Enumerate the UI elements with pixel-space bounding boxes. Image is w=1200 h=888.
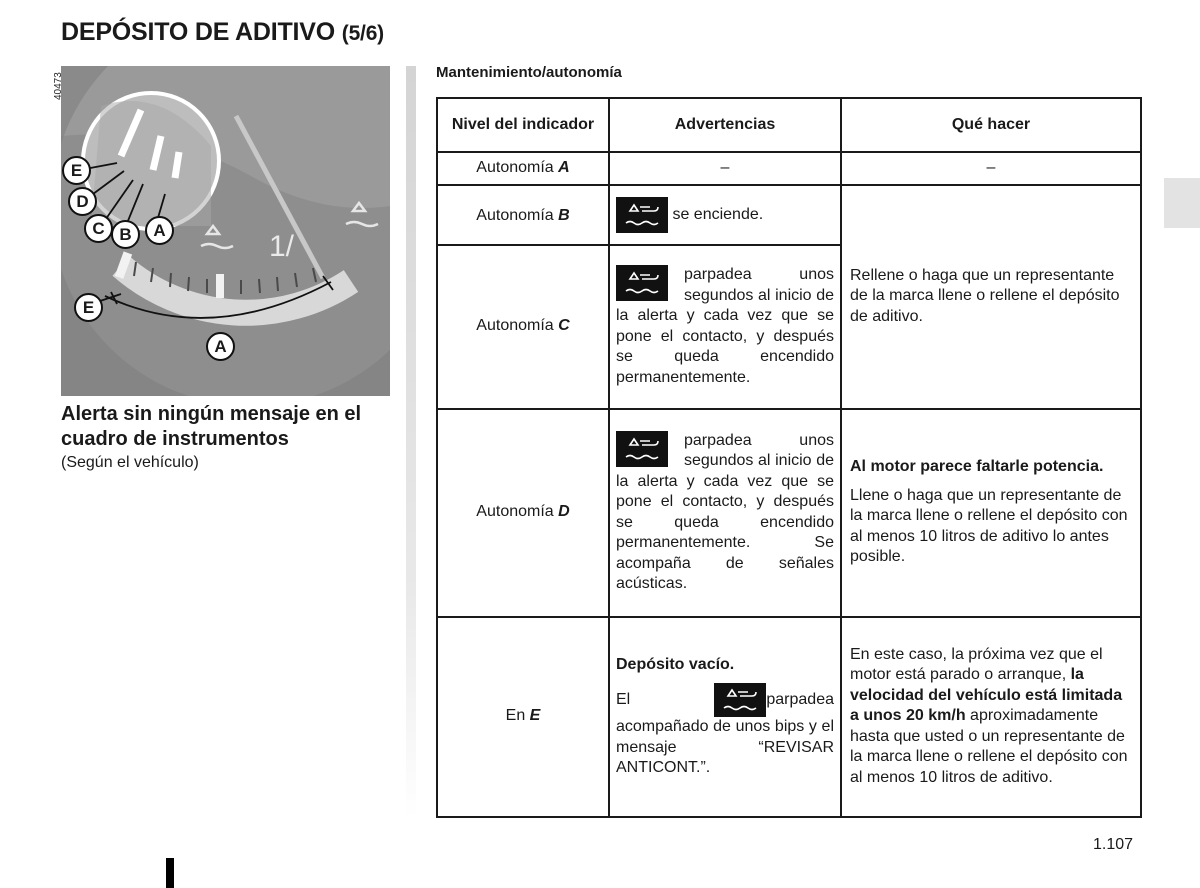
callout-b: B — [111, 220, 140, 249]
svg-text:1/: 1/ — [269, 230, 295, 263]
section-label: Mantenimiento/autonomía — [436, 64, 622, 81]
callout-c: C — [84, 214, 113, 243]
additive-warning-icon — [714, 683, 766, 717]
warning-cell — [609, 409, 841, 617]
crop-mark — [166, 858, 174, 888]
page-number: 1.107 — [1093, 836, 1134, 853]
warning-cell — [609, 245, 841, 409]
level-cell — [437, 617, 609, 817]
action-cell: – — [841, 152, 1141, 185]
warning-pre: El — [616, 691, 631, 709]
action-bold: Al motor parece faltarle potencia. — [850, 458, 1104, 476]
level-cell — [437, 185, 609, 245]
callout-e-top: E — [62, 156, 91, 185]
gauge-illustration — [53, 66, 390, 396]
warning-text: se enciende. — [672, 205, 764, 223]
table-row — [437, 152, 1141, 185]
level-letter: B — [558, 206, 570, 224]
level-prefix: Autonomía — [476, 503, 554, 521]
level-letter: C — [558, 317, 570, 335]
title-part: (5/6) — [341, 22, 384, 45]
table-header-row — [437, 98, 1141, 152]
additive-warning-icon — [616, 431, 668, 467]
page-title — [61, 18, 384, 47]
action-text: Llene o haga que un representante de la marca llene o rellene el depósito con al menos 10 litros de aditivo lo antes posible. — [850, 486, 1128, 566]
level-prefix: Autonomía — [476, 159, 554, 176]
title-text: DEPÓSITO DE ADITIVO — [61, 18, 336, 46]
warning-bold: Depósito vacío. — [616, 655, 735, 673]
figure-subcaption: (Según el vehículo) — [61, 454, 199, 471]
level-letter: E — [529, 707, 541, 725]
action-cell — [841, 617, 1141, 817]
action-pre: En este caso, la próxima vez que el motor está parado o arranque, — [850, 645, 1103, 684]
warning-cell: – — [609, 152, 841, 185]
action-cell — [841, 409, 1141, 617]
level-letter: A — [558, 159, 570, 176]
header-action: Qué hacer — [841, 98, 1141, 152]
table-row — [437, 617, 1141, 817]
additive-warning-icon — [616, 265, 668, 301]
action-bold: la velocidad del vehículo está limitada a unos 20 km/h — [850, 666, 1123, 725]
warning-cell — [609, 185, 841, 245]
column-divider — [406, 66, 416, 818]
figure-code — [53, 70, 81, 110]
callout-d: D — [68, 187, 97, 216]
callout-a-bottom: A — [206, 332, 235, 361]
header-level: Nivel del indicador — [437, 98, 609, 152]
autonomy-table — [436, 97, 1142, 818]
table-row — [437, 185, 1141, 245]
level-cell — [437, 409, 609, 617]
chapter-tab — [1164, 178, 1200, 228]
level-prefix: En — [505, 707, 526, 725]
warning-text: parpadea acompañado de unos bips y el mensaje “REVISAR ANTICONT.”. — [616, 691, 834, 776]
table-row — [437, 409, 1141, 617]
figure-code-text: 40473 — [53, 72, 64, 100]
warning-text: parpadea unos segundos al inicio de la alerta y cada vez que se pone el contacto, y después se queda encendido permanentemente. Se acompaña de señales acústicas. — [616, 431, 834, 592]
action-cell-shared: Rellene o haga que un representante de la marca llene o rellene el depósito de aditivo. — [841, 185, 1141, 409]
level-prefix: Autonomía — [476, 206, 554, 224]
figure-caption: Alerta sin ningún mensaje en el cuadro de instrumentos — [61, 403, 362, 450]
level-letter: D — [558, 503, 570, 521]
header-warnings: Advertencias — [609, 98, 841, 152]
additive-warning-icon — [616, 197, 668, 233]
level-prefix: Autonomía — [476, 317, 554, 335]
warning-text: parpadea unos segundos al inicio de la alerta y cada vez que se pone el contacto, y después se queda encendido permanentemente. — [616, 266, 834, 386]
callout-a-top: A — [145, 216, 174, 245]
level-cell — [437, 245, 609, 409]
callout-e-bottom: E — [74, 293, 103, 322]
action-post: aproximadamente hasta que usted o un representante de la marca llene o rellene el depósito con al menos 10 litros de aditivo. — [850, 707, 1128, 786]
warning-cell — [609, 617, 841, 817]
level-cell — [437, 152, 609, 185]
